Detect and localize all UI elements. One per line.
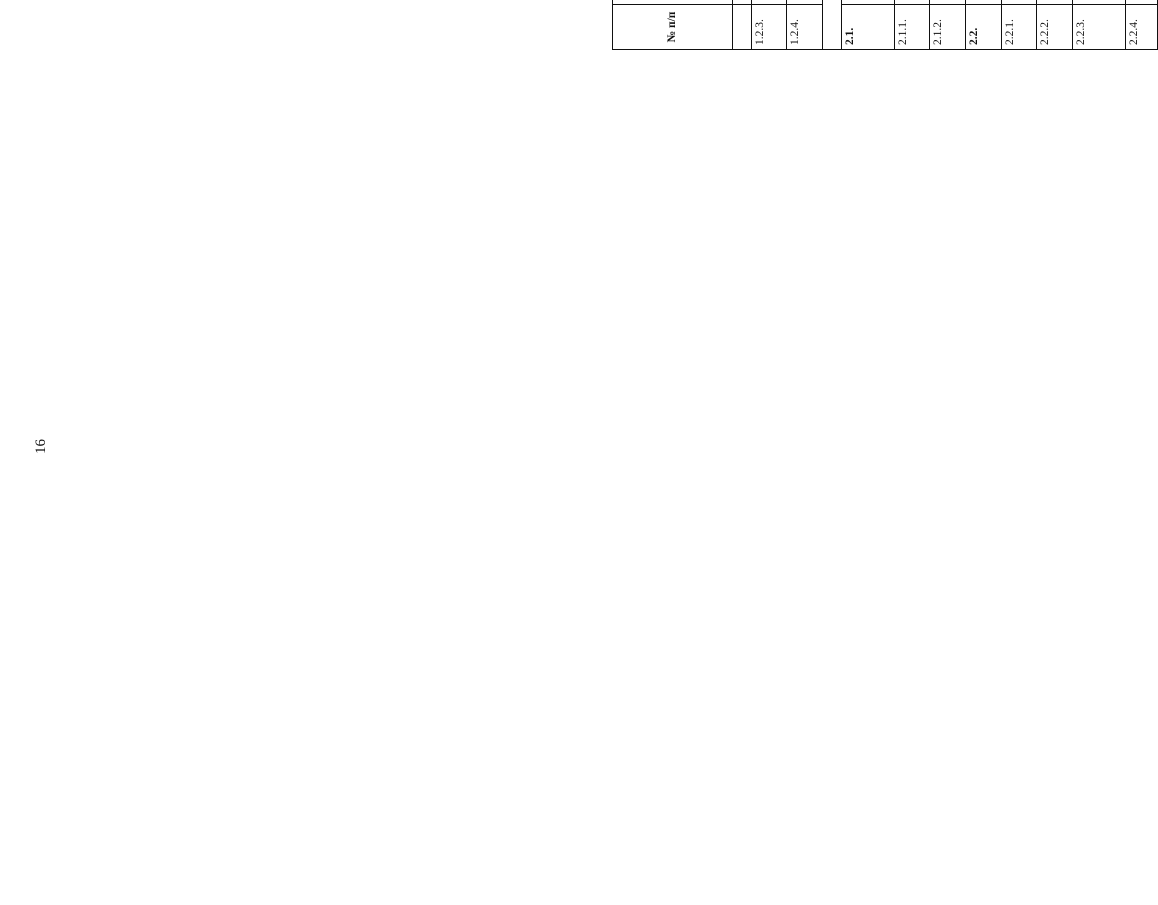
row-num: 1.2.4. — [787, 5, 823, 50]
row-num: 2.2.3. — [1073, 5, 1126, 50]
table-row — [965, 0, 1001, 50]
table-row — [894, 0, 930, 50]
row-name — [1125, 0, 1157, 5]
header-name — [613, 0, 733, 5]
section-title — [823, 0, 842, 50]
row-name — [751, 0, 787, 5]
row-num: 2.2.4. — [1125, 5, 1157, 50]
row-name — [894, 0, 930, 5]
row-name — [930, 0, 966, 5]
table-row — [751, 0, 787, 50]
table-row — [1125, 0, 1157, 50]
row-name — [1001, 0, 1037, 5]
row-name — [733, 0, 752, 5]
row-name — [841, 0, 894, 5]
rotated-table-container — [612, 0, 1158, 50]
tariff-table — [612, 0, 1158, 50]
row-name — [787, 0, 823, 5]
row-num: 2.2. — [965, 5, 1001, 50]
table-row — [1001, 0, 1037, 50]
row-num: 2.2.2. — [1037, 5, 1073, 50]
row-num: 1.2.3. — [751, 5, 787, 50]
table-row — [1037, 0, 1073, 50]
row-num — [733, 5, 752, 50]
page-number: 16 — [33, 439, 49, 454]
table-row — [733, 0, 752, 50]
row-num: 2.1.2. — [930, 5, 966, 50]
header-num: № п/п — [613, 5, 733, 50]
row-name — [1037, 0, 1073, 5]
row-num: 2.1. — [841, 5, 894, 50]
section-row — [823, 0, 842, 50]
table-row — [841, 0, 894, 50]
row-name — [965, 0, 1001, 5]
row-num: 2.1.1. — [894, 5, 930, 50]
row-num: 2.2.1. — [1001, 5, 1037, 50]
table-row — [930, 0, 966, 50]
table-row — [1073, 0, 1126, 50]
row-name — [1073, 0, 1126, 5]
table-row — [787, 0, 823, 50]
